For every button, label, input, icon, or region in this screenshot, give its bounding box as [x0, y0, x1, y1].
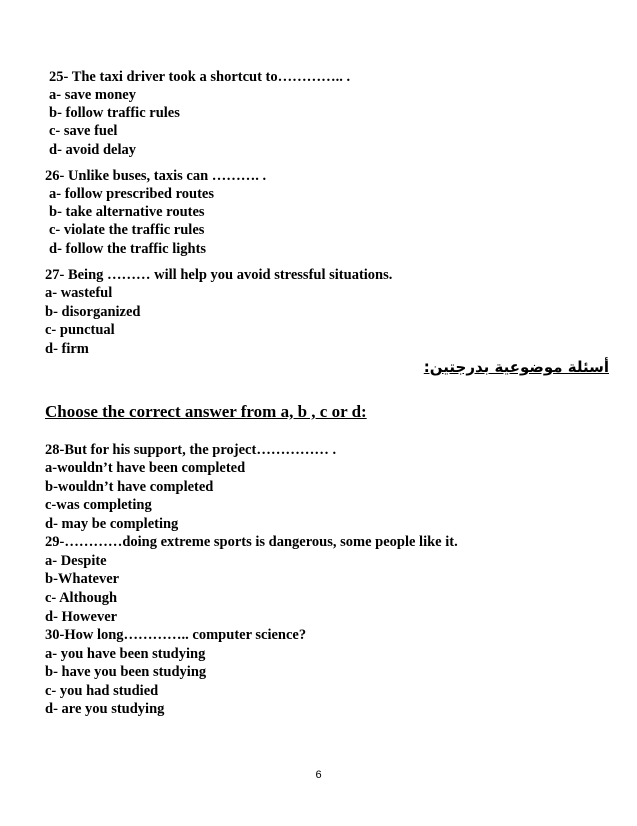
q26-option-d: d- follow the traffic lights: [49, 241, 207, 257]
q29-option-a: a- Despite: [45, 553, 107, 569]
q25-option-b: b- follow traffic rules: [49, 105, 180, 121]
question-26: 26- Unlike buses, taxis can ………. .: [45, 168, 267, 184]
q27-option-c: c- punctual: [45, 322, 115, 338]
q28-option-c: c-was completing: [45, 497, 152, 513]
q26-option-a: a- follow prescribed routes: [49, 186, 214, 202]
q25-option-a: a- save money: [49, 87, 136, 103]
q29-option-c: c- Although: [45, 590, 118, 606]
q28-option-b: b-wouldn’t have completed: [45, 479, 214, 495]
q26-option-c: c- violate the traffic rules: [49, 222, 205, 238]
q29-option-d: d- However: [45, 609, 118, 625]
q30-option-d: d- are you studying: [45, 701, 165, 717]
arabic-section-label: أسئلة موضوعية بدرجتين:: [423, 358, 609, 376]
q27-option-b: b- disorganized: [45, 304, 141, 320]
q27-option-d: d- firm: [45, 341, 89, 357]
q28-option-d: d- may be completing: [45, 516, 179, 532]
q29-option-b: b-Whatever: [45, 571, 120, 587]
question-25: 25- The taxi driver took a shortcut to………….. .: [49, 69, 351, 85]
question-30: 30-How long………….. computer science?: [45, 627, 307, 643]
section-heading: Choose the correct answer from a, b , c or d:: [45, 402, 367, 421]
page-number: 6: [315, 769, 322, 781]
q25-option-d: d- avoid delay: [49, 142, 137, 158]
q26-option-b: b- take alternative routes: [49, 204, 205, 220]
question-29: 29-…………doing extreme sports is dangerous, some people like it.: [45, 534, 458, 550]
q25-option-c: c- save fuel: [49, 123, 118, 139]
question-28: 28-But for his support, the project…………… .: [45, 442, 337, 458]
q30-option-b: b- have you been studying: [45, 664, 207, 680]
q28-option-a: a-wouldn’t have been completed: [45, 460, 246, 476]
q30-option-c: c- you had studied: [45, 683, 159, 699]
q27-option-a: a- wasteful: [45, 285, 113, 301]
question-27: 27- Being ……… will help you avoid stressful situations.: [45, 267, 393, 283]
q30-option-a: a- you have been studying: [45, 646, 206, 662]
